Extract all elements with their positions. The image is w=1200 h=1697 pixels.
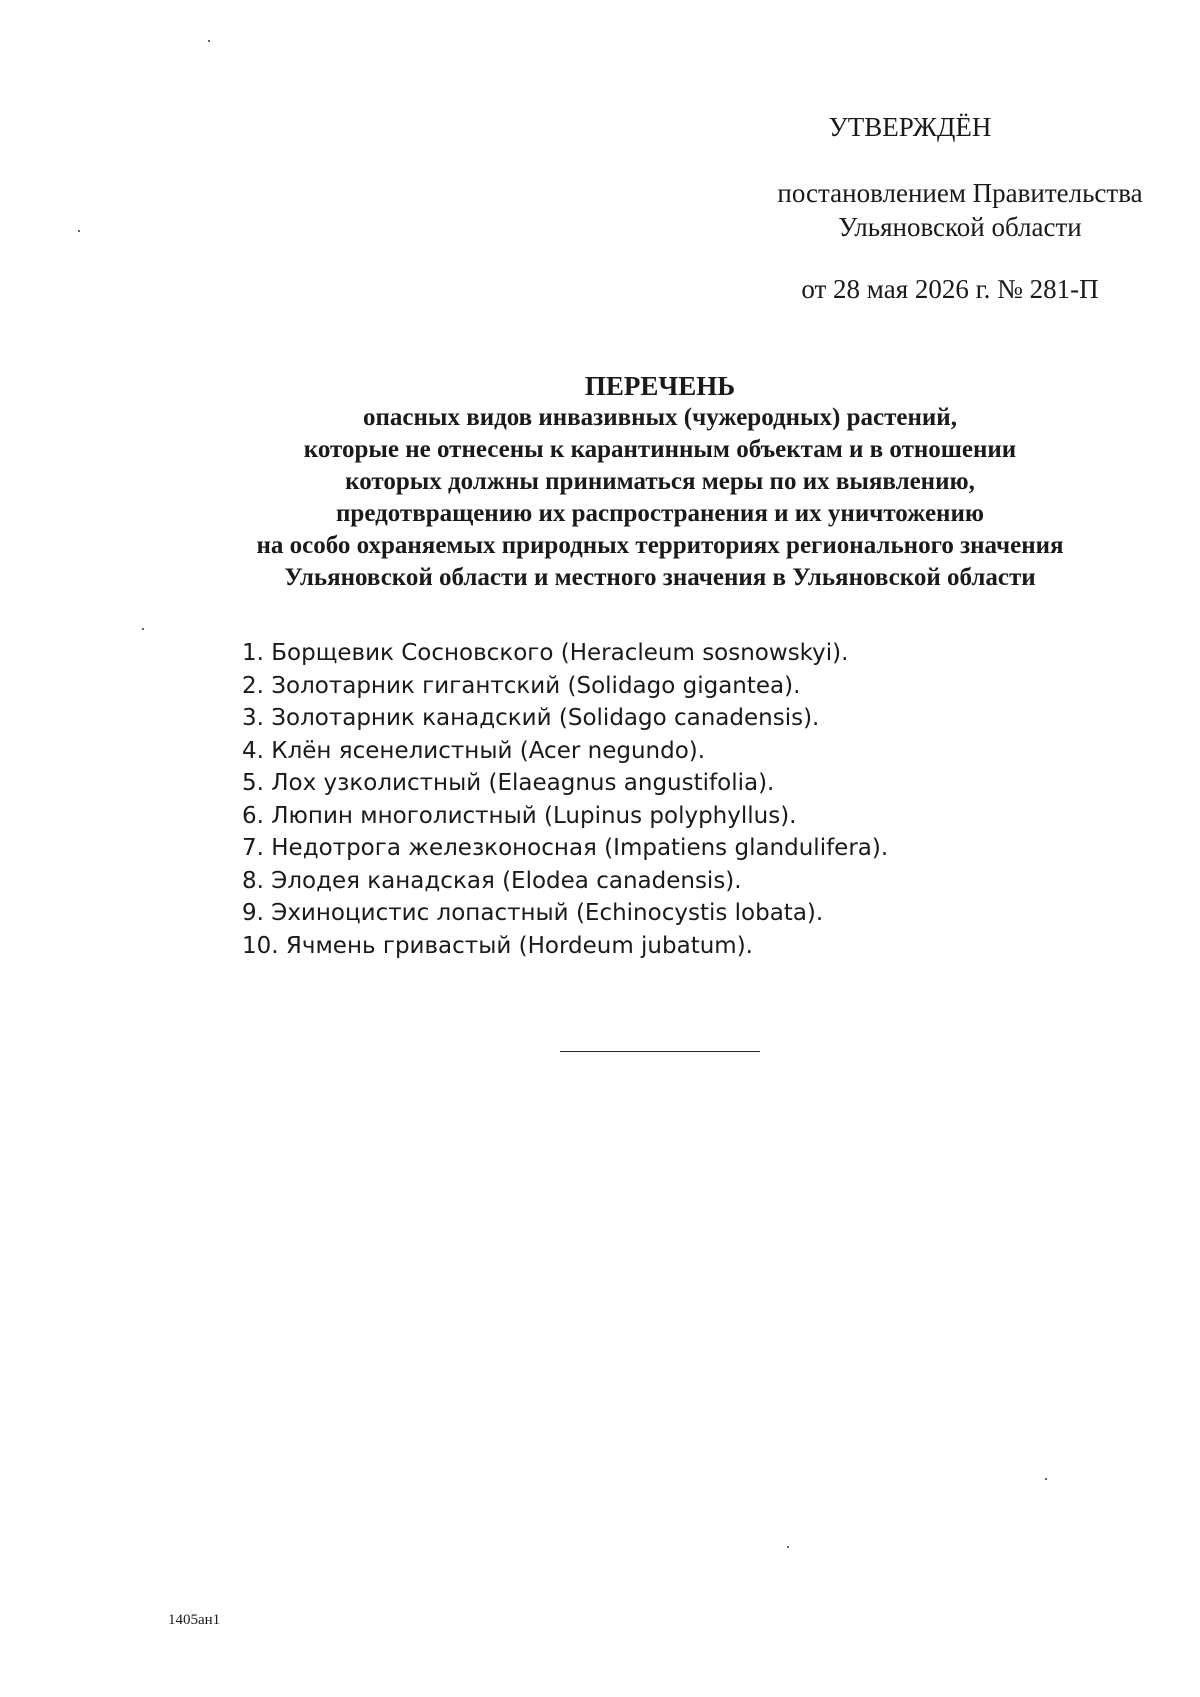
scan-speck bbox=[208, 40, 210, 42]
decree-date: от 28 мая 2026 г. № 281-П bbox=[801, 274, 1099, 304]
title-line: предотвращению их распространения и их уничтожению bbox=[336, 500, 984, 527]
list-item: 1. Борщевик Сосновского (Heracleum sosnowskyi). bbox=[242, 640, 849, 666]
scan-speck bbox=[787, 1546, 789, 1548]
footer-code: 1405ан1 bbox=[168, 1612, 221, 1628]
list-item: 10. Ячмень гривастый (Hordeum jubatum). bbox=[242, 932, 753, 959]
species-list bbox=[242, 637, 888, 962]
title-line: которых должны приниматься меры по их выявлению, bbox=[345, 468, 975, 495]
scan-speck bbox=[78, 230, 80, 232]
scan-speck bbox=[1045, 1478, 1047, 1480]
title-heading: ПЕРЕЧЕНЬ bbox=[584, 371, 736, 401]
list-item: 3. Золотарник канадский (Solidago canadensis). bbox=[242, 705, 820, 731]
title-line: опасных видов инвазивных (чужеродных) растений, bbox=[363, 404, 957, 431]
list-item: 2. Золотарник гигантский (Solidago gigantea). bbox=[242, 672, 801, 699]
document-title bbox=[150, 370, 1170, 594]
decree-line-1: постановлением Правительства bbox=[777, 178, 1143, 208]
list-item: 5. Лох узколистный (Elaeagnus angustifolia). bbox=[242, 770, 775, 796]
list-item: 8. Элодея канадская (Elodea canadensis). bbox=[242, 867, 742, 894]
title-line: которые не отнесены к карантинным объектам и в отношении bbox=[303, 436, 1017, 463]
list-item: 4. Клён ясенелистный (Acer negundo). bbox=[242, 737, 706, 764]
list-item: 6. Люпин многолистный (Lupinus polyphyllus). bbox=[242, 802, 797, 829]
approval-decree bbox=[760, 176, 1160, 244]
scan-speck bbox=[142, 628, 144, 630]
title-line: Ульяновской области и местного значения в Ульяновской области bbox=[284, 564, 1036, 591]
end-of-document-rule bbox=[560, 1051, 760, 1052]
list-item: 9. Эхиноцистис лопастный (Echinocystis lobata). bbox=[242, 900, 824, 926]
approval-stamp: УТВЕРЖДЁН bbox=[828, 112, 992, 142]
list-item: 7. Недотрога железконосная (Impatiens glandulifera). bbox=[242, 835, 889, 861]
title-line: на особо охраняемых природных территориях регионального значения bbox=[256, 532, 1064, 559]
decree-line-2: Ульяновской области bbox=[838, 212, 1082, 242]
